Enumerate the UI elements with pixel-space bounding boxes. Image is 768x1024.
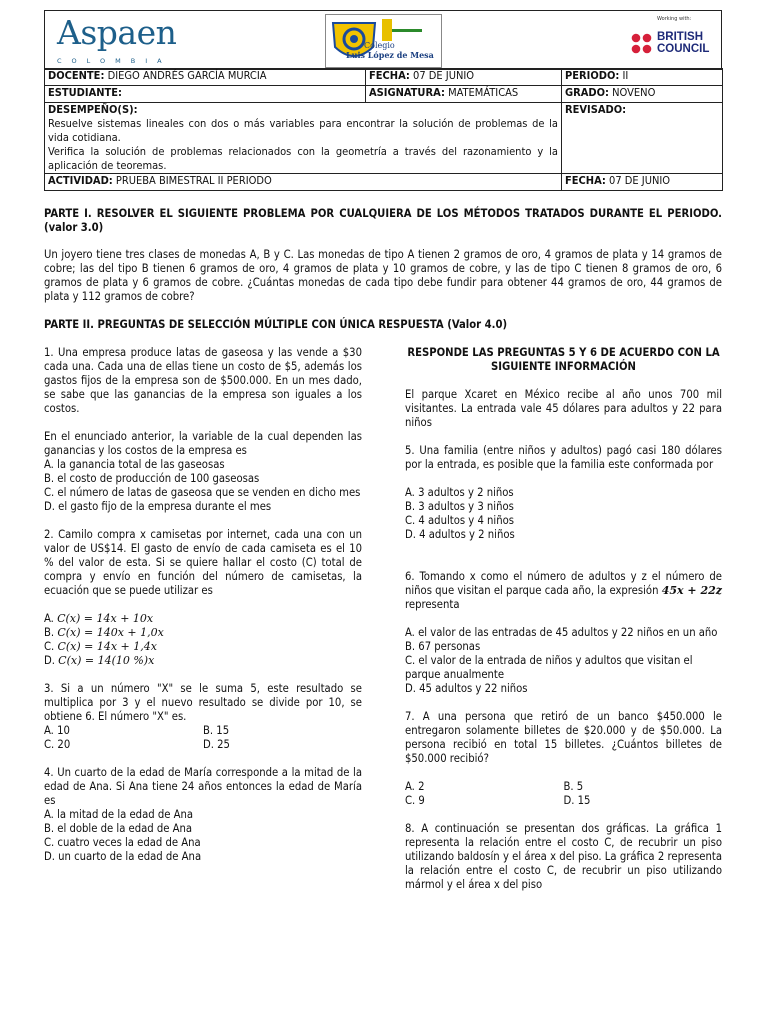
fecha2-value: 07 DE JUNIO bbox=[609, 174, 671, 187]
q4-option-a[interactable]: A. la mitad de la edad de Ana bbox=[44, 808, 194, 821]
q6-option-b[interactable]: B. 67 personas bbox=[405, 640, 481, 653]
q4-option-c[interactable]: C. cuatro veces la edad de Ana bbox=[44, 836, 201, 849]
q7-option-c[interactable]: C. 9 bbox=[405, 794, 425, 807]
aspaen-country: COLOMBIA bbox=[57, 57, 172, 65]
q5-option-a[interactable]: A. 3 adultos y 2 niños bbox=[405, 486, 514, 499]
parte1-problem: Un joyero tiene tres clases de monedas A, B y C. Las monedas de tipo A tienen 2 gramos de oro, 4 gramos de plata y 14 gramos de cobre; las del tipo B tienen 6 gramos de oro, 4 gramos de plata y 10 gramos de cobre, y las de tipo C tienen 8 gramos de oro, 6 gramos de plata y 6 gramos de cobre. ¿Cuántas monedas de cada tipo debe fundir para obtener 44 gramos de oro, 44 gramos de plata y 112 gramos de cobre? bbox=[44, 248, 722, 303]
q7-text: 7. A una persona que retiró de un banco $450.000 le entregaron solamente billetes de $20.000 y de $50.000. La persona recibió en total 15 billetes. ¿Cuántos billetes de $50.000 recibió? bbox=[405, 710, 722, 765]
right-column bbox=[405, 346, 722, 892]
q6-option-d[interactable]: D. 45 adultos y 22 niños bbox=[405, 682, 528, 695]
q7-option-b[interactable]: B. 5 bbox=[563, 780, 584, 793]
colegio-logo bbox=[325, 14, 442, 68]
revisado-cell: REVISADO: bbox=[562, 103, 723, 174]
grado-value: NOVENO bbox=[612, 86, 656, 99]
q1-question: En el enunciado anterior, la variable de la cual dependen las ganancias y los costos de la empresa es bbox=[44, 430, 362, 457]
xcaret-info: El parque Xcaret en México recibe al año unos 700 mil visitantes. La entrada vale 45 dólares para adultos y 22 para niños bbox=[405, 388, 722, 429]
q2-option-b[interactable]: B. C(x) = 140x + 1,0x bbox=[44, 626, 164, 639]
docente-cell: DOCENTE: DIEGO ANDRÉS GARCÍA MURCIA bbox=[45, 69, 366, 86]
docente-value: DIEGO ANDRÉS GARCÍA MURCIA bbox=[107, 69, 267, 82]
q6-option-a[interactable]: A. el valor de las entradas de 45 adultos y 22 niños en un año bbox=[405, 626, 718, 639]
q8-text: 8. A continuación se presentan dos gráficas. La gráfica 1 representa la relación entre el costo C, de recubrir un piso utilizando baldosín y el área x del piso. La gráfica 2 representa la relación entre el costo C, de recubrir un piso utilizando mármol y el área x del piso bbox=[405, 822, 722, 891]
q3-text: 3. Si a un número "X" se le suma 5, este resultado se multiplica por 3 y el nuevo resultado se divide por 10, se obtiene 6. El número "X" es. bbox=[44, 682, 362, 723]
q1-option-c[interactable]: C. el número de latas de gaseosa que se venden en dicho mes bbox=[44, 486, 361, 499]
colegio-name-line1: Colegio bbox=[364, 41, 395, 50]
q6-text-end: representa bbox=[405, 598, 460, 611]
q6-expression: 45x + 22z bbox=[661, 584, 723, 597]
british-council-line2: COUNCIL bbox=[657, 43, 710, 55]
british-council-line1: BRITISH bbox=[657, 31, 703, 43]
q2-option-c[interactable]: C. C(x) = 14x + 1,4x bbox=[44, 640, 157, 653]
q4-text: 4. Un cuarto de la edad de María corresponde a la mitad de la edad de Ana. Si Ana tiene 24 años entonces la edad de María es bbox=[44, 766, 362, 807]
q6-text bbox=[405, 570, 722, 612]
q2-option-c-expr: C(x) = 14x + 1,4x bbox=[57, 640, 157, 653]
q7-option-a[interactable]: A. 2 bbox=[405, 780, 425, 793]
q1-option-d[interactable]: D. el gasto fijo de la empresa durante el mes bbox=[44, 500, 272, 513]
q2-option-d-expr: C(x) = 14(10 %)x bbox=[58, 654, 155, 667]
fecha-cell: FECHA: 07 DE JUNIO bbox=[366, 69, 562, 86]
document-header bbox=[44, 10, 722, 70]
grado-cell: GRADO: NOVENO bbox=[562, 86, 723, 103]
q2-option-b-expr: C(x) = 140x + 1,0x bbox=[57, 626, 164, 639]
q5-text: 5. Una familia (entre niños y adultos) pagó casi 180 dólares por la entrada, es posible que la familia este conformada por bbox=[405, 444, 722, 471]
q1-option-a[interactable]: A. la ganancia total de las gaseosas bbox=[44, 458, 225, 471]
actividad-value: PRUEBA BIMESTRAL II PERIODO bbox=[115, 174, 272, 187]
q3-option-b[interactable]: B. 15 bbox=[203, 724, 230, 737]
parte1-title: PARTE I. RESOLVER EL SIGUIENTE PROBLEMA POR CUALQUIERA DE LOS MÉTODOS TRATADOS DURANTE EL PERIODO. (valor 3.0) bbox=[44, 207, 722, 234]
fecha-value: 07 DE JUNIO bbox=[413, 69, 475, 82]
q1-text: 1. Una empresa produce latas de gaseosa y las vende a $30 cada una. Cada una de ellas tiene un costo de $5, además los gastos fijos de la empresa son de $500.000. En un mes dado, se sabe que las ganancias de la empresa son iguales a los costos. bbox=[44, 346, 362, 415]
q7-option-d[interactable]: D. 15 bbox=[563, 794, 591, 807]
parte2-title: PARTE II. PREGUNTAS DE SELECCIÓN MÚLTIPLE CON ÚNICA RESPUESTA (Valor 4.0) bbox=[44, 318, 508, 331]
british-council-logo bbox=[657, 31, 709, 55]
q6-option-c[interactable]: C. el valor de la entrada de niños y adultos que visitan el parque anualmente bbox=[405, 654, 693, 681]
british-council-dots-icon bbox=[631, 33, 653, 55]
periodo-cell: PERIODO: II bbox=[562, 69, 723, 86]
left-column bbox=[44, 346, 362, 864]
info-table bbox=[44, 68, 723, 191]
q2-text: 2. Camilo compra x camisetas por internet, cada una con un valor de US$14. El gasto de envío de cada camiseta es el 10 % del valor de esta. Si se quiere hallar el costo (C) total de compra y envío en función del número de camisetas, la ecuación que se puede utilizar es bbox=[44, 528, 362, 597]
q2-option-a-expr: C(x) = 14x + 10x bbox=[57, 612, 154, 625]
actividad-cell: ACTIVIDAD: PRUEBA BIMESTRAL II PERIODO bbox=[45, 174, 562, 191]
q5-option-c[interactable]: C. 4 adultos y 4 niños bbox=[405, 514, 515, 527]
periodo-value: II bbox=[622, 69, 629, 82]
q1-option-b[interactable]: B. el costo de producción de 100 gaseosas bbox=[44, 472, 260, 485]
desempeno-1: Resuelve sistemas lineales con dos o más variables para encontrar la solución de problemas de la vida cotidiana. bbox=[48, 117, 558, 144]
asignatura-value: MATEMÁTICAS bbox=[448, 86, 519, 99]
desempeno-cell: DESEMPEÑO(S): Resuelve sistemas lineales con dos o más variables para encontrar la solución de problemas de la vida cotidiana. Verifica la solución de problemas relacionados con la geometría a través del razonamiento y la aplicación de teoremas. bbox=[45, 103, 562, 174]
q5-6-heading: RESPONDE LAS PREGUNTAS 5 Y 6 DE ACUERDO CON LA SIGUIENTE INFORMACIÓN bbox=[407, 346, 720, 373]
estudiante-cell[interactable]: ESTUDIANTE: bbox=[45, 86, 366, 103]
aspaen-logo: Aspaen bbox=[57, 13, 177, 52]
colegio-name-line2: Luis López de Mesa bbox=[346, 50, 434, 60]
q5-option-d[interactable]: D. 4 adultos y 2 niños bbox=[405, 528, 515, 541]
q6-text-main: 6. Tomando x como el número de adultos y z el número de niños que visitan el parque cada año, la expresión bbox=[405, 570, 722, 597]
asignatura-cell: ASIGNATURA: MATEMÁTICAS bbox=[366, 86, 562, 103]
partner-caption: Working with: bbox=[657, 16, 692, 22]
q3-option-c[interactable]: C. 20 bbox=[44, 738, 71, 751]
q5-option-b[interactable]: B. 3 adultos y 3 niños bbox=[405, 500, 514, 513]
q3-option-a[interactable]: A. 10 bbox=[44, 724, 70, 737]
q4-option-b[interactable]: B. el doble de la edad de Ana bbox=[44, 822, 193, 835]
q4-option-d[interactable]: D. un cuarto de la edad de Ana bbox=[44, 850, 202, 863]
q3-option-d[interactable]: D. 25 bbox=[203, 738, 230, 751]
q2-option-d[interactable]: D. C(x) = 14(10 %)x bbox=[44, 654, 155, 667]
fecha2-cell: FECHA: 07 DE JUNIO bbox=[562, 174, 723, 191]
desempeno-2: Verifica la solución de problemas relacionados con la geometría a través del razonamiento y la aplicación de teoremas. bbox=[48, 145, 558, 172]
q2-option-a[interactable]: A. C(x) = 14x + 10x bbox=[44, 612, 154, 625]
